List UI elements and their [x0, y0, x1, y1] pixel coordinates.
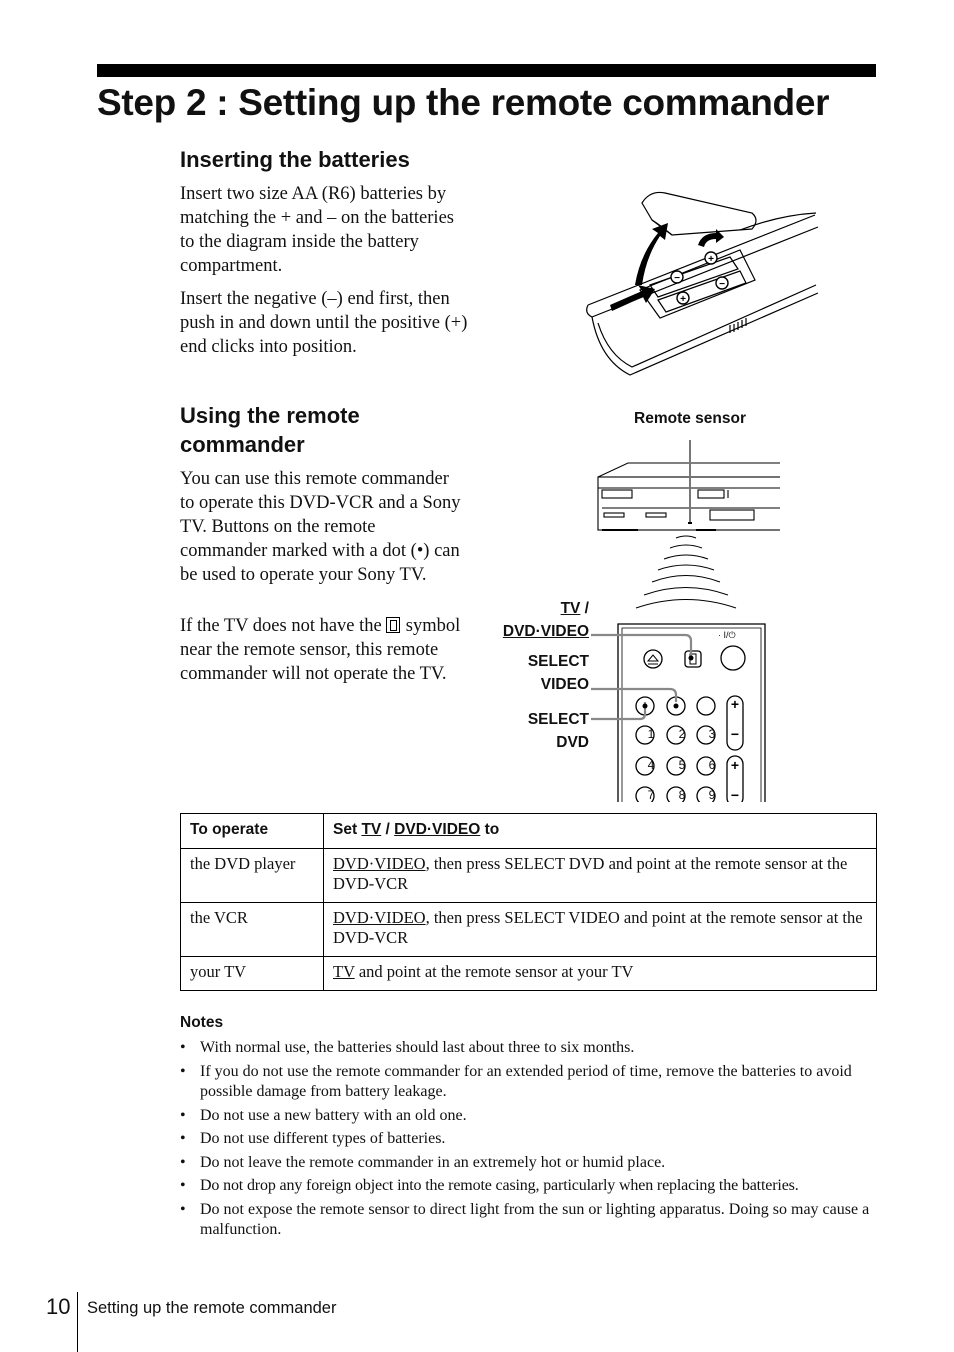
select-dvd-label [480, 708, 589, 754]
keypad-digit-5: 5 [678, 758, 686, 772]
remote-sensor-symbol-icon [386, 617, 400, 633]
row-setting: DVD·VIDEO [333, 908, 426, 927]
header-to: to [480, 821, 500, 838]
header-tv: TV [361, 821, 382, 838]
keypad-digit-7: 7 [647, 788, 655, 802]
using-paragraph-2-start: If the TV does not have the [180, 616, 382, 636]
operation-table [180, 813, 877, 991]
tv-label: TV [560, 600, 581, 617]
note-item: • Do not use different types of batteries. [180, 1129, 880, 1150]
header-to-operate: To operate [181, 814, 324, 849]
dvd-video-label: DVD·VIDEO [502, 623, 589, 640]
batteries-paragraph-1: Insert two size AA (R6) batteries by matching the + and – on the batteries to the diagram inside the battery compartment. [180, 184, 454, 276]
row-rest: and point at the remote sensor at your TV [354, 962, 634, 981]
footer-section-title: Setting up the remote commander [87, 1299, 337, 1317]
select-video-label [480, 650, 589, 696]
keypad-digit-1: 1 [647, 727, 655, 741]
row-instruction [324, 903, 877, 957]
keypad-digit-2: 2 [678, 727, 686, 741]
svg-text:−: − [674, 273, 680, 284]
svg-text:+: + [680, 294, 686, 305]
svg-text:+: + [730, 696, 740, 712]
keypad-digit-6: 6 [708, 758, 716, 772]
note-item: • Do not expose the remote sensor to direct light from the sun or lighting apparatus. Doing so may cause a malfunction. [180, 1200, 880, 1241]
row-instruction [324, 849, 877, 903]
using-paragraph-2 [180, 614, 470, 686]
row-target: the VCR [181, 903, 324, 957]
select-dvd-line1: SELECT [527, 711, 589, 728]
select-video-line1: SELECT [527, 653, 589, 670]
svg-text:+: + [730, 757, 740, 773]
header-dvd-video: DVD·VIDEO [394, 821, 481, 838]
note-item: • Do not use a new battery with an old one. [180, 1106, 880, 1127]
tv-slash: / [580, 600, 589, 617]
row-target: your TV [181, 957, 324, 991]
note-item: • If you do not use the remote commander for an extended period of time, remove the batteries to avoid possible damage from battery leakage. [180, 1062, 880, 1103]
svg-text:−: − [730, 726, 740, 742]
row-target: the DVD player [181, 849, 324, 903]
note-item: • With normal use, the batteries should last about three to six months. [180, 1038, 880, 1059]
power-mark-label: · I/⏻ [718, 630, 736, 640]
table-row [181, 957, 877, 991]
keypad-digit-9: 9 [708, 788, 716, 802]
svg-text:−: − [730, 787, 740, 802]
row-rest: , then press SELECT DVD and point at the remote sensor at the DVD-VCR [333, 854, 848, 893]
header-slash: / [381, 821, 395, 838]
table-header-row [181, 814, 877, 849]
select-dvd-line2: DVD [556, 734, 589, 751]
page-number: 10 [46, 1294, 71, 1319]
footer-divider [77, 1292, 78, 1352]
keypad-digit-3: 3 [708, 727, 716, 741]
using-paragraph-1: You can use this remote commander to operate this DVD-VCR and a Sony TV. Buttons on the remote commander marked with a dot (•) can be used to operate your Sony TV. [180, 469, 461, 585]
title-rule [97, 64, 876, 77]
select-video-line2: VIDEO [540, 676, 589, 693]
svg-text:+: + [708, 254, 714, 265]
keypad-digit-8: 8 [678, 788, 686, 802]
remote-sensor-label: Remote sensor [634, 410, 746, 427]
header-set: Set [333, 821, 362, 838]
using-paragraph-2-end: symbol near the remote sensor, this remote commander will not operate the TV. [180, 616, 461, 684]
row-setting: TV [333, 962, 355, 981]
batteries-paragraph-2: Insert the negative (–) end first, then push in and down until the positive (+) end clicks into position. [180, 289, 468, 357]
row-instruction [324, 957, 877, 991]
note-item: • Do not leave the remote commander in an extremely hot or humid place. [180, 1153, 880, 1174]
table-row [181, 903, 877, 957]
section-heading-using: Using the remote commander [180, 403, 360, 457]
page-title: Step 2 : Setting up the remote commander [97, 82, 830, 123]
row-rest: , then press SELECT VIDEO and point at the remote sensor at the DVD-VCR [333, 908, 863, 947]
section-heading-batteries: Inserting the batteries [180, 147, 410, 172]
tv-dvd-video-label [480, 597, 589, 643]
keypad-digit-4: 4 [647, 758, 655, 772]
row-setting: DVD·VIDEO [333, 854, 426, 873]
svg-text:−: − [719, 279, 725, 290]
note-item: • Do not drop any foreign object into the remote casing, particularly when replacing the batteries. [180, 1176, 880, 1197]
notes-list [180, 1038, 880, 1244]
battery-insertion-illustration [580, 185, 825, 385]
notes-heading: Notes [180, 1014, 224, 1031]
header-set-switch [324, 814, 877, 849]
table-row [181, 849, 877, 903]
